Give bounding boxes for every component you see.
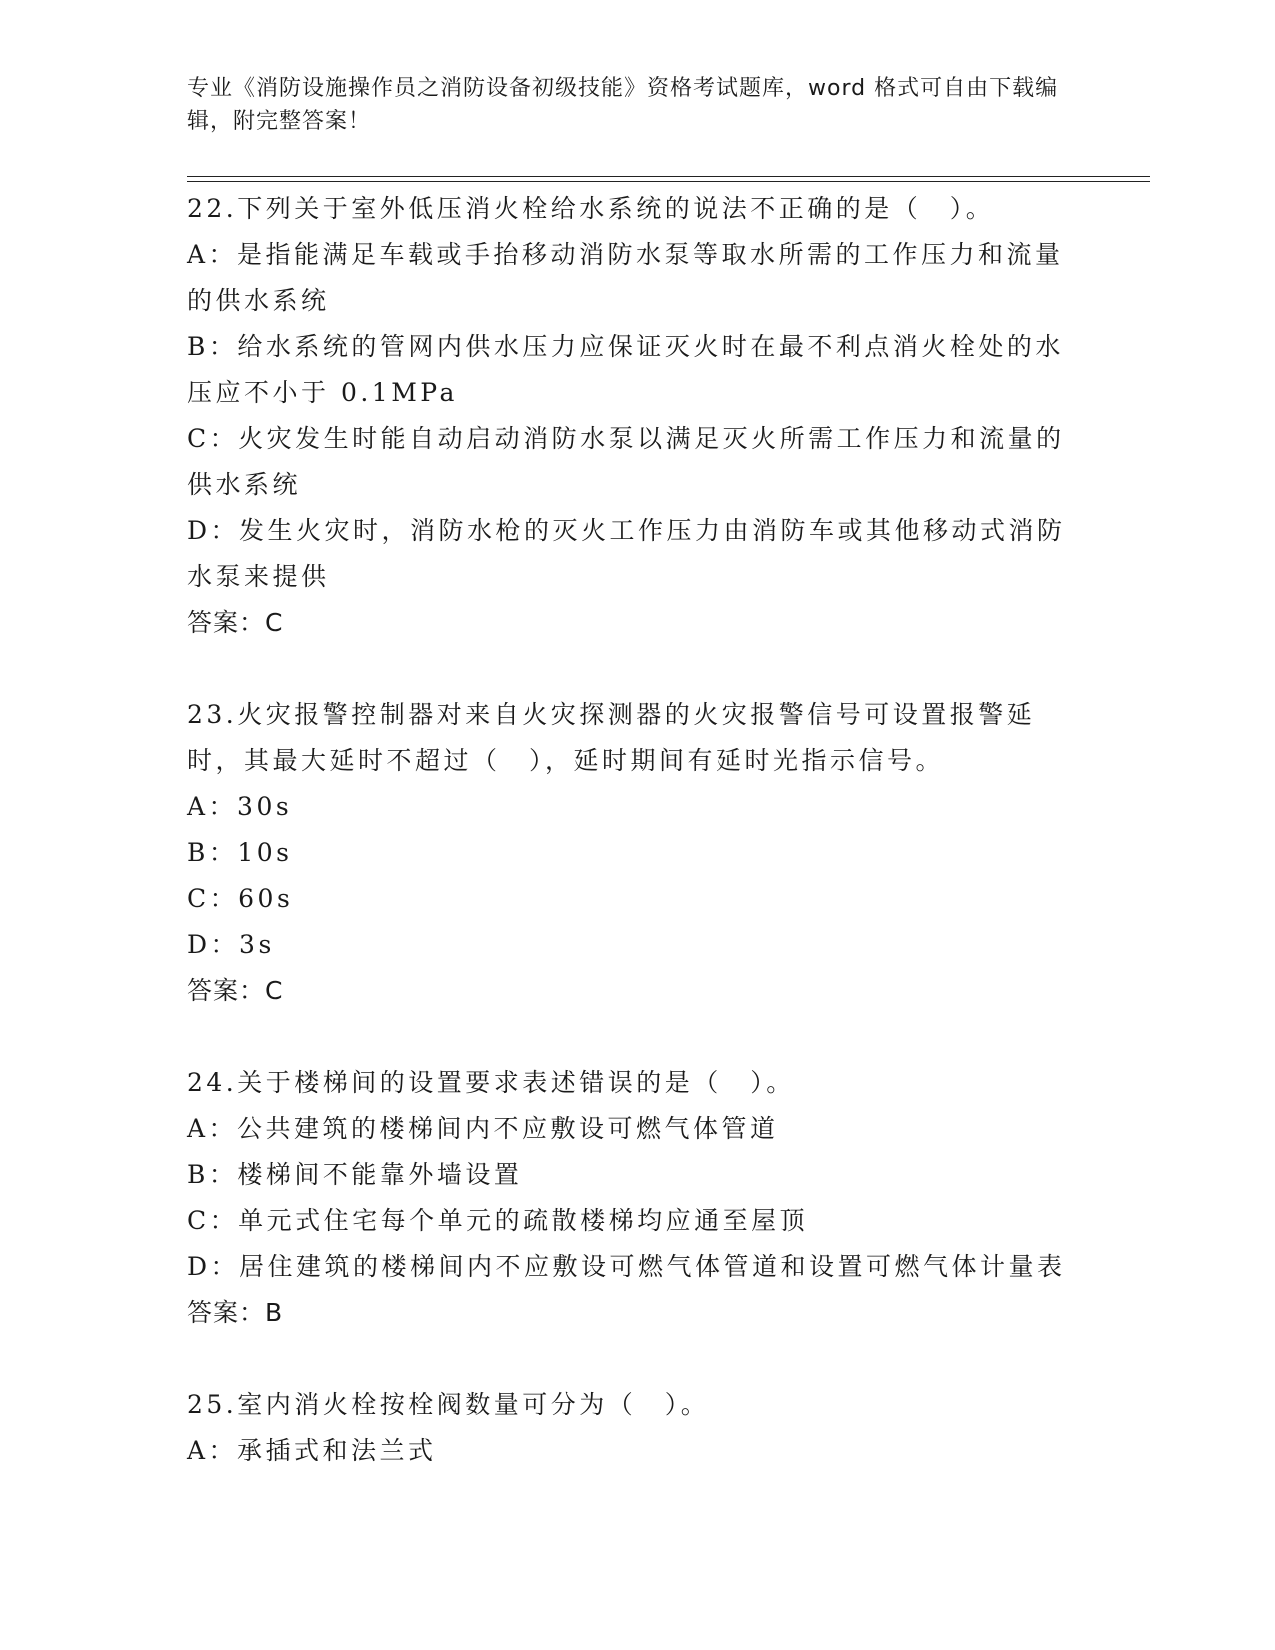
question-24: [187, 1060, 1067, 1336]
question-stem: 24.关于楼梯间的设置要求表述错误的是（ ）。: [187, 1068, 795, 1097]
header-rule-top: [187, 176, 1150, 177]
question-stem: 25.室内消火栓按栓阀数量可分为（ ）。: [187, 1390, 710, 1419]
option-b: B：楼梯间不能靠外墙设置: [187, 1160, 523, 1189]
option-c: C：单元式住宅每个单元的疏散楼梯均应通至屋顶: [187, 1206, 809, 1235]
option-c: C：60s: [187, 884, 294, 913]
document-header: 专业《消防设施操作员之消防设备初级技能》资格考试题库，word 格式可自由下载编辑，附完整答案！: [187, 76, 1059, 134]
option-a: A：承插式和法兰式: [187, 1436, 437, 1465]
question-stem: 23.火灾报警控制器对来自火灾探测器的火灾报警信号可设置报警延时，其最大延时不超过（ ），延时期间有延时光指示信号。: [187, 700, 1036, 775]
option-a: A：公共建筑的楼梯间内不应敷设可燃气体管道: [187, 1114, 779, 1143]
option-a: A：是指能满足车载或手抬移动消防水泵等取水所需的工作压力和流量的供水系统: [187, 240, 1064, 315]
header-divider: [187, 176, 1150, 182]
answer-line: 答案：C: [187, 608, 284, 637]
question-23: [187, 692, 1067, 1014]
header-rule-bottom: [187, 181, 1150, 182]
option-d: D：发生火灾时，消防水枪的灭火工作压力由消防车或其他移动式消防水泵来提供: [187, 516, 1066, 591]
answer-line: 答案：B: [187, 1298, 284, 1327]
option-d: D：居住建筑的楼梯间内不应敷设可燃气体管道和设置可燃气体计量表: [187, 1252, 1066, 1281]
option-c: C：火灾发生时能自动启动消防水泵以满足灭火所需工作压力和流量的供水系统: [187, 424, 1065, 499]
option-b: B：给水系统的管网内供水压力应保证灭火时在最不利点消火栓处的水压应不小于 0.1MPa: [187, 332, 1064, 407]
option-d: D：3s: [187, 930, 275, 959]
question-stem: 22.下列关于室外低压消火栓给水系统的说法不正确的是（ ）。: [187, 194, 995, 223]
question-25: [187, 1382, 1067, 1474]
option-b: B：10s: [187, 838, 293, 867]
answer-line: 答案：C: [187, 976, 284, 1005]
option-a: A：30s: [187, 792, 293, 821]
question-list: [187, 186, 1067, 1520]
question-22: [187, 186, 1067, 646]
